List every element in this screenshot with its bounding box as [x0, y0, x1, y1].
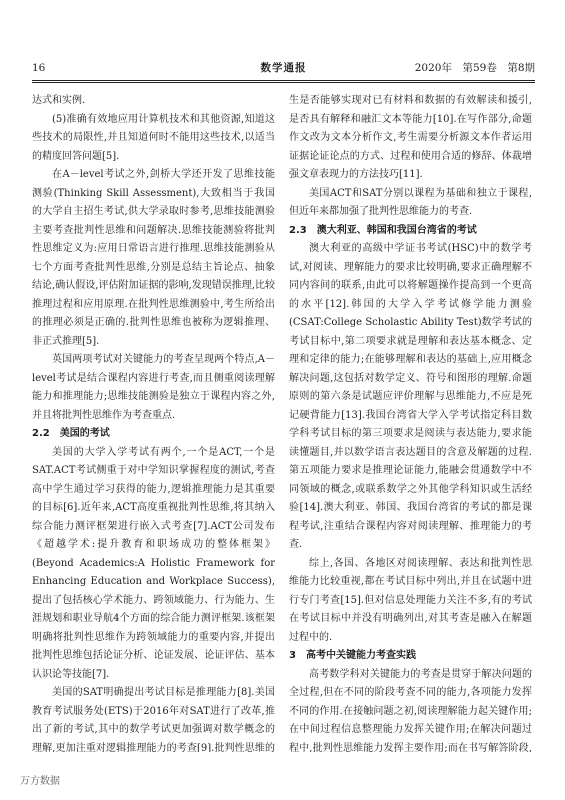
paragraph: 澳大利亚的高级中学证书考试(HSC)中的数学考试,对阅读、理解能力的要求比较明确,要求正确理解不同内容间的联系,由此可以将解题操作提高到一个更高的水平[12].韩国的大学入学考试修学能力测验(CSAT:College Scholastic Ability Test)数学考试的考试目标中,第二项要求就是理解和表达基本概念、定理和定律的能力;在能够理解和表达的基础上,应用概念解决问题,这包括对数学定义、符号和图形的理解.命题原则的第六条是试题应评价理解与思维能力,不应是死记硬背能力[13].我国台湾省大学入学考试指定科目数学科考试目标的第三项要求是阅读与表达能力,要求能读懂题目,并以数学语言表达题目的含意及解题的过程.第五项能力要求是推理论证能力,能融会贯通数学中不同领域的概念,或联系数学之外其他学科知识或生活经验[14].澳大利亚、韩国、我国台湾省的考试的都是课程考试,注重结合课程内容对阅读理解、推理能力的考查.: [289, 243, 532, 550]
right-column: [289, 92, 532, 752]
paragraph: 英国两项考试对关键能力的考查呈现两个特点,A－level考试是结合课程内容进行考查,而且侧重阅读理解能力和推理能力;思维技能测验是独立于课程内容之外,并且将批判性思维作为考查重点.: [32, 354, 275, 421]
running-header: [32, 60, 535, 76]
issue-info: 2020年 第59卷 第8期: [414, 62, 535, 74]
footer-watermark: 万方数据: [20, 776, 60, 787]
section-heading: 3 高考中关键能力考查实践: [289, 650, 416, 661]
paragraph: 高考数学科对关键能力的考查是贯穿于解决问题的全过程,但在不同的阶段考查不同的能力,各项能力发挥不同的作用.在接触问题之初,阅读理解能力起关键作用;在中间过程信息整理能力发挥关键作用;在解决问题过程中,批判性思维能力发挥主要作用;而在书写解答阶段,: [289, 668, 532, 752]
paragraph: 生是否能够实现对已有材料和数据的有效解读和援引,是否具有解释和融汇文本等能力[10].在写作部分,命题作文改为文本分析作文,考生需要分析源文本作者运用证据论证论点的方式、过程和使用合适的修辞、体裁增强文章表现力的方法技巧[11].: [289, 95, 532, 180]
section-heading: 2.2 美国的考试: [32, 428, 110, 439]
header-rule-thin: [32, 82, 535, 83]
page-number: 16: [32, 62, 46, 74]
section-heading: 2.3 澳大利亚、韩国和我国台湾省的考试: [289, 224, 477, 236]
journal-title: 数学通报: [260, 62, 307, 74]
header-rule: [32, 80, 535, 81]
paragraph: 美国ACT和SAT分别以课程为基础和独立于课程,但近年来都加强了批判性思维能力的考查.: [289, 187, 532, 217]
paragraph: (5)准确有效地应用计算机技术和其他资源,知道这些技术的局限性,并且知道何时不能用这些技术,以适当的精度回答问题[5].: [32, 113, 275, 162]
paragraph: 综上,各国、各地区对阅读理解、表达和批判性思维能力比较重视,都在考试目标中列出,并且在试题中进行专门考查[15].但对信息处理能力关注不多,有的考试在考试目标中并没有明确列出,对其考查是融入在解题过程中的.: [289, 557, 532, 643]
paragraph: 美国的SAT明确提出考试目标是推理能力[8].美国教育考试服务处(ETS)于2016年对SAT进行了改革,推出了新的考试,其中的数学考试更加强调对数学概念的理解,更加注重对逻辑推理能力的考查[9].批判性思维的: [32, 687, 275, 752]
left-column: [32, 92, 275, 752]
paragraph: 美国的大学入学考试有两个,一个是ACT,一个是SAT.ACT考试侧重于对中学知识掌握程度的测试,考查高中学生通过学习获得的能力,逻辑推理能力是其重要的目标[6].近年来,ACT高度重视批判性思维,将其纳入综合能力测评框架进行嵌入式考查[7].ACT公司发布《超越学术:提升教育和职场成功的整体框架》(Beyond Academics:A Holistic Framework for Enhancing Education and Workplace Success),提出了包括核心学术能力、跨领域能力、行为能力、生涯规划和职业导航4个方面的综合能力测评框架.该框架明确将批判性思维作为跨领域能力的重要内容,并提出批判性思维包括论证分析、论证发展、论证评估、基本认识论等技能[7].: [32, 446, 275, 680]
paragraph: 在A－level考试之外,剑桥大学还开发了思维技能测验(Thinking Skill Assessment),大致相当于我国的大学自主招生考试,供大学录取时参考,思维技能测验主要考查批判性思维和问题解决.思维技能测验将批判性思维定义为:应用日常语言进行推理.思维技能测验从七个方面考查批判性思维,分别是总结主旨论点、抽象结论,确认假设,评估附加证据的影响,发现错误推理,比较推理过程和应用原理.在批判性思维测验中,考生所给出的推理必须是正确的.批判性思维也被称为逻辑推理、非正式推理[5].: [32, 169, 275, 347]
paragraph: 达式和实例.: [32, 95, 86, 106]
